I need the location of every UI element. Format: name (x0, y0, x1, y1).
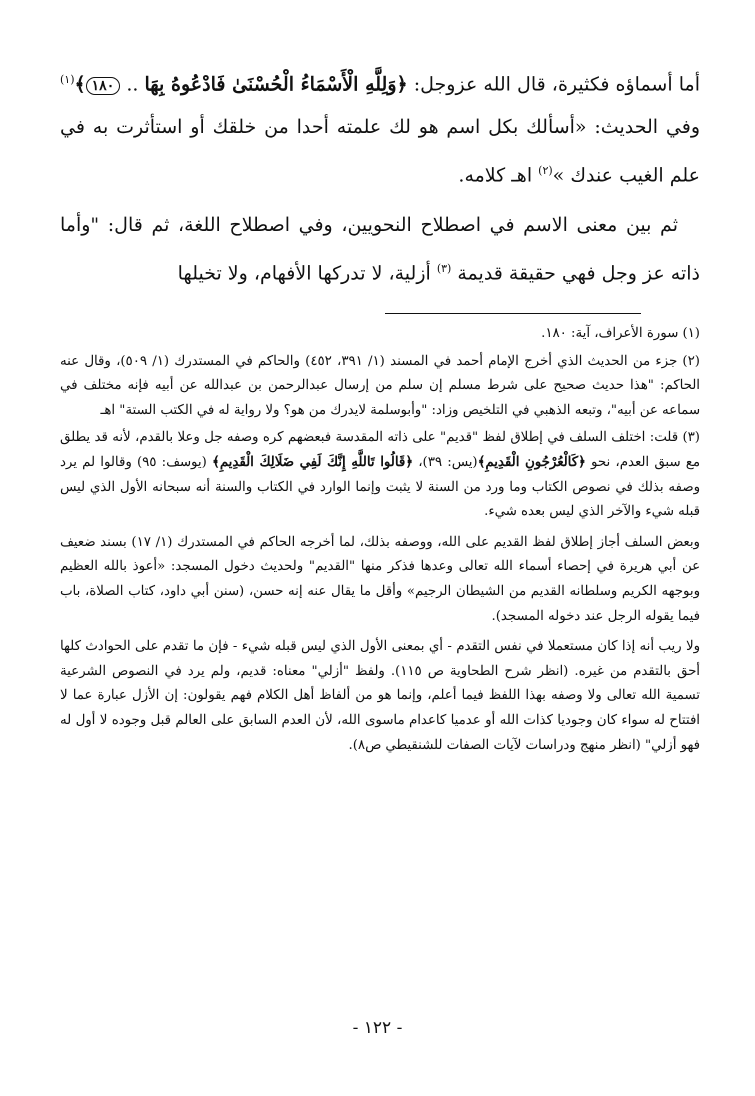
footnote-3-quran-1: ﴿كَالْعُرْجُونِ الْقَدِيمِ﴾ (477, 454, 586, 470)
footnote-3-quran-2: ﴿قَالُوا تَاللَّهِ إِنَّكَ لَفِي ضَلَالِكَ الْقَدِيمِ﴾ (212, 454, 414, 470)
footnote-3-paragraph-2: وبعض السلف أجاز إطلاق لفظ القديم على الله، ووصفه بذلك، لما أخرجه الحاكم في المستدرك (١/ ١٧) بسند ضعيف عن أبي هريرة في إحصاء أسماء الله تعالى وعدها فذكر منها "القديم" ولحديث دخول المسجد: «أعوذ بالله العظيم وبوجهه الكريم وسلطانه القديم من الشيطان الرجيم» وأقل ما يقال عنه إنه حسن، (سنن أبي داود، كتاب الصلاة، باب فيما يقوله الرجل عند دخوله المسجد). (60, 534, 700, 624)
footnote-2: (٢) جزء من الحديث الذي أخرج الإمام أحمد في المسند (١/ ٣٩١، ٤٥٢) والحاكم في المستدرك (١/ ٥٠٩)، وقال عنه الحاكم: "هذا حديث صحيح على شرط مسلم إن سلم من إرسال عبدالرحمن بن عبدالله عن أبيه فإنه مختلف في سماعه عن أبيه"، وتبعه الذهبي في التلخيص وزاد: "وأبوسلمة لايدرك من هو؟ ولا رواية له في الكتب الستة" اهـ (60, 353, 700, 418)
quran-verse: وَلِلَّهِ الْأَسْمَاءُ الْحُسْنَىٰ فَادْعُوهُ بِهَا (144, 73, 397, 96)
footnote-3-text-a: (٣) قلت: اختلف السلف في إطلاق لفظ "قديم" على ذاته المقدسة فبعضهم كره وصفه جل وعلا بالقدم، لأنه قد يطلق مع سبق العدم، نحو (60, 430, 700, 470)
footnote-3-paragraph-3: ولا ريب أنه إذا كان مستعملا في نفس التقدم - أي بمعنى الأول الذي ليس قبله شيء - فإن ما تقدم على الحوادث كلها أحق بالتقدم من غيره. (انظر شرح الطحاوية ص ١١٥). ولفظ "أزلي" معناه: قديم، ولم يرد في النصوص الشرعية تسمية الله تعالى ولا وصفه بهذا اللفظ فيما أعلم، وإنما هو من ألفاظ أهل الكلام فهم يقولون: إن الأزل عبارة عما لا افتتاح له سواء كان وجوديا كذات الله أو عدميا كاعدام ماسوى الله، لأن العدم السابق على العالم قبل وجوده لا أول له فهو أزلي" (انظر منهج ودراسات لآيات الصفات للشنقيطي ص٨). (60, 639, 700, 753)
footnote-ref-2: (٢) (538, 164, 553, 178)
footnote-3 (60, 426, 700, 524)
footnote-3-text-b: (يس: ٣٩)، (413, 454, 478, 470)
page-number: - ١٢٢ - (352, 1018, 403, 1038)
quran-open-bracket: ﴿ (396, 73, 408, 96)
footnotes (60, 322, 700, 758)
footnote-ref-1: (١) (60, 73, 75, 86)
footnote-ref-3: (٣) (436, 261, 452, 275)
hadith-text: وفي الحديث: «أسألك بكل اسم هو لك علمته أحدا من خلقك أو استأثرت به في علم الغيب عندك » (60, 116, 700, 187)
quote-end: اهـ كلامه. (458, 164, 539, 187)
footnote-3-text-c: (يوسف: ٩٥) وقالوا لم يرد وصفه بذلك في نصوص الكتاب وما ورد من السنة لا يثبت وإنما الوارد في الكتاب والسنة أنه سبحانه الأول الذي ليس قبله شيء والآخر الذي ليس بعده شيء. (60, 454, 700, 520)
footnote-1: (١) سورة الأعراف، آية: ١٨٠. (541, 326, 700, 341)
paragraph-2-text-b: أزلية، لا تدركها الأفهام، ولا تخيلها (177, 261, 437, 284)
main-text (60, 58, 700, 295)
quran-close-bracket: ﴾ (74, 73, 86, 96)
ellipsis: .. (120, 73, 145, 96)
footnote-separator (385, 313, 641, 314)
paragraph-1 (60, 58, 700, 198)
paragraph-2-text-a: ثم بين معنى الاسم في اصطلاح النحويين، وفي اصطلاح اللغة، ثم قال: "وأما ذاته عز وجل فهي حقيقة قديمة (60, 213, 700, 284)
intro-text: أما أسماؤه فكثيرة، قال الله عزوجل: (407, 73, 700, 96)
ayah-number: ١٨٠ (86, 77, 121, 95)
paragraph-2 (60, 204, 700, 295)
